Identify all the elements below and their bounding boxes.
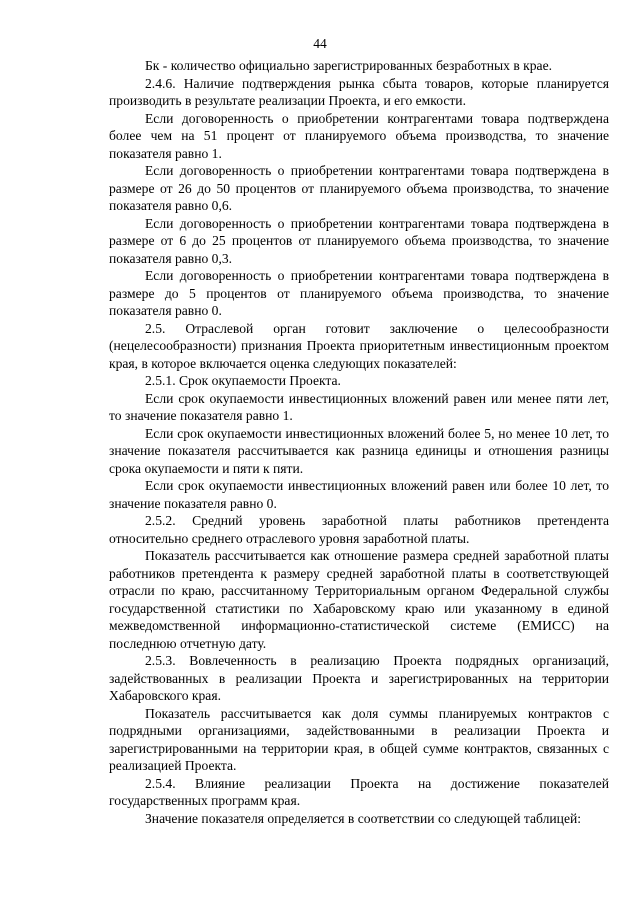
paragraph-2-4-6: 2.4.6. Наличие подтверждения рынка сбыта товаров, которые планируется производить в результате реализации Проекта, и его емкости.: [109, 75, 609, 108]
paragraph-payback-5-10-years: Если срок окупаемости инвестиционных вложений более 5, но менее 10 лет, то значение показателя рассчитывается как разница единицы и отношения разницы срока окупаемости и пяти к пяти.: [109, 425, 609, 476]
paragraph-bk-definition: Бк - количество официально зарегистрированных безработных в крае.: [145, 58, 553, 73]
paragraph-condition-5-percent: Если договоренность о приобретении контрагентами товара подтверждена в размере до 5 процентов от планируемого объема производства, то значение показателя равно 0.: [109, 268, 609, 318]
paragraph-contractors-calculation: Показатель рассчитывается как доля суммы планируемых контрактов с подрядными организациями, задействованными в реализации Проекта и зарегистрированными на территории края, в общей сумме контрактов, связанных с реализацией Проекта.: [109, 705, 609, 773]
paragraph-condition-26-50-percent: Если договоренность о приобретении контрагентами товара подтверждена в размере от 26 до 50 процентов от планируемого объема производства, то значение показателя равно 0,6.: [109, 163, 609, 213]
paragraph-2-5-3: 2.5.3. Вовлеченность в реализацию Проекта подрядных организаций, задействованных в реализации Проекта и зарегистрированных на территории Хабаровского края.: [109, 653, 609, 703]
paragraph-condition-6-25-percent: Если договоренность о приобретении контрагентами товара подтверждена в размере от 6 до 25 процентов от планируемого объема производства, то значение показателя равно 0,3.: [109, 215, 609, 266]
paragraph-condition-51-percent: Если договоренность о приобретении контрагентами товара подтверждена более чем на 51 процент от планируемого объема производства, то значение показателя равно 1.: [109, 110, 609, 161]
paragraph-2-5-1: 2.5.1. Срок окупаемости Проекта.: [145, 373, 341, 388]
paragraph-payback-10-years: Если срок окупаемости инвестиционных вложений равен или более 10 лет, то значение показателя равно 0.: [109, 478, 609, 511]
document-body: [109, 57, 609, 827]
paragraph-2-5: 2.5. Отраслевой орган готовит заключение о целесообразности (нецелесообразности) признания Проекта приоритетным инвестиционным проектом края, в которое включается оценка следующих показателей:: [109, 320, 609, 371]
paragraph-table-intro: Значение показателя определяется в соответствии со следующей таблицей:: [145, 810, 582, 826]
paragraph-payback-5-years: Если срок окупаемости инвестиционных вложений равен или менее пяти лет, то значение показателя равно 1.: [109, 390, 609, 423]
paragraph-2-5-2: 2.5.2. Средний уровень заработной платы работников претендента относительно среднего отраслевого уровня заработной платы.: [109, 513, 609, 546]
paragraph-salary-calculation: Показатель рассчитывается как отношение размера средней заработной платы работников претендента к размеру средней заработной платы в соответствующей отрасли по краю, рассчитанному Территориальным органом Федеральной службы государственной статистики по Хабаровскому краю или указанному в единой межведомственной информационно-статистической системе (ЕМИСС) на последнюю отчетную дату.: [109, 548, 609, 651]
paragraph-2-5-4: 2.5.4. Влияние реализации Проекта на достижение показателей государственных программ края.: [109, 775, 609, 808]
page-number: 44: [313, 36, 327, 51]
